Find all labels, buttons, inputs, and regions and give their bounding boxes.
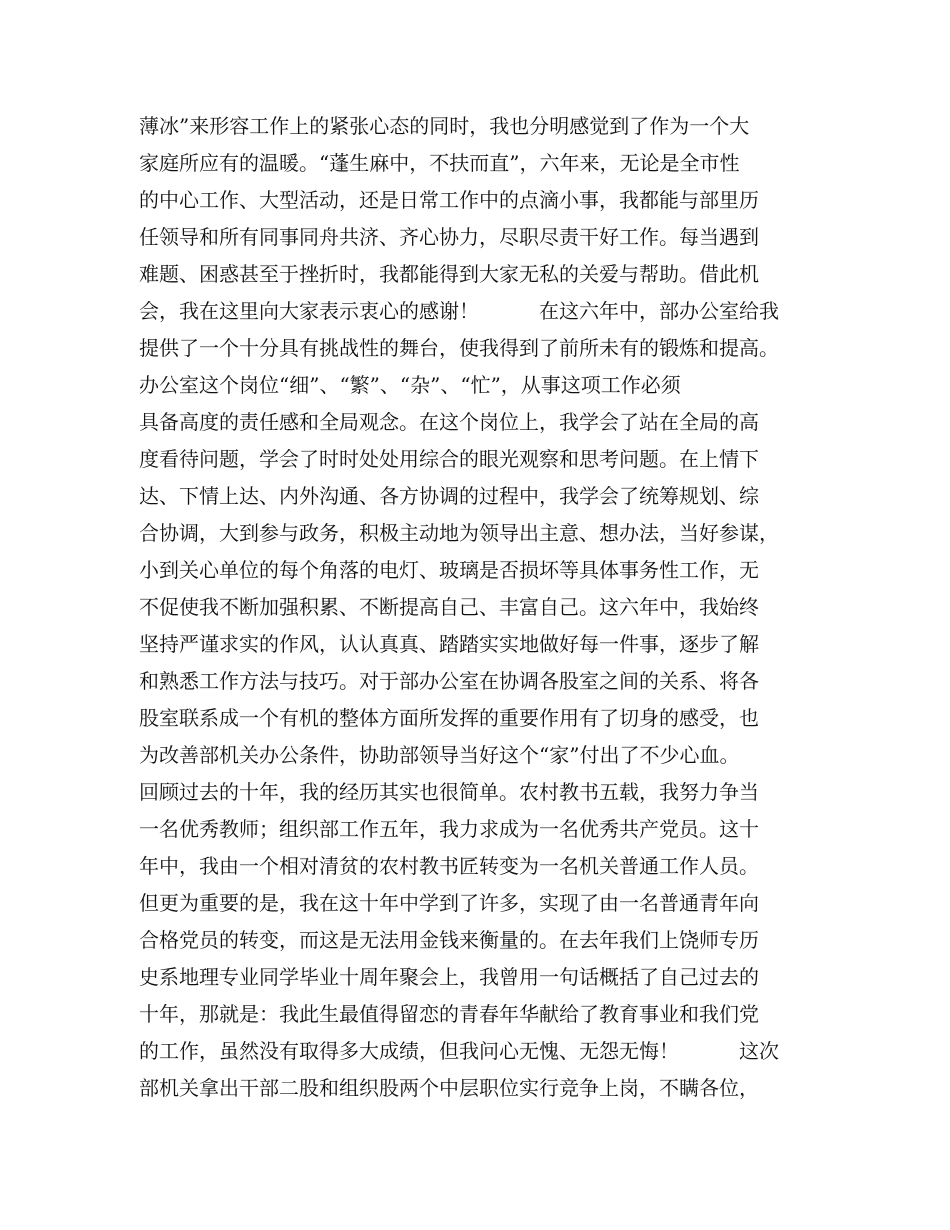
text-line: 提供了一个十分具有挑战性的舞台，使我得到了前所未有的锻炼和提高。: [139, 336, 779, 360]
text-line: 的工作，虽然没有取得多大成绩，但我问心无愧、无怨无悔！ 这次: [139, 1039, 779, 1063]
text-line: 为改善部机关办公条件，协助部领导当好这个“家”付出了不少心血。: [139, 743, 740, 767]
text-line: 股室联系成一个有机的整体方面所发挥的重要作用有了切身的感受，也: [139, 706, 759, 730]
text-line: 回顾过去的十年，我的经历其实也很简单。农村教书五载，我努力争当: [139, 780, 759, 804]
body-text: [139, 108, 819, 1107]
text-line: 十年，那就是：我此生最值得留恋的青春年华献给了教育事业和我们党: [139, 1002, 759, 1026]
text-line: 具备高度的责任感和全局观念。在这个岗位上，我学会了站在全局的高: [139, 410, 759, 434]
text-line: 但更为重要的是，我在这十年中学到了许多，实现了由一名普通青年向: [139, 891, 759, 915]
text-line: 会，我在这里向大家表示衷心的感谢！ 在这六年中，部办公室给我: [139, 299, 779, 323]
text-line: 度看待问题，学会了时时处处用综合的眼光观察和思考问题。在上情下: [139, 447, 759, 471]
text-line: 和熟悉工作方法与技巧。对于部办公室在协调各股室之间的关系、将各: [139, 669, 759, 693]
text-line: 家庭所应有的温暖。“蓬生麻中，不扶而直”，六年来，无论是全市性: [139, 151, 740, 175]
text-line: 史系地理专业同学毕业十周年聚会上，我曾用一句话概括了自己过去的: [139, 965, 759, 989]
text-line: 薄冰”来形容工作上的紧张心态的同时，我也分明感觉到了作为一个大: [139, 114, 750, 138]
text-line: 办公室这个岗位“细”、“繁”、“杂”、“忙”，从事这项工作必须: [139, 373, 681, 397]
text-line: 合格党员的转变，而这是无法用金钱来衡量的。在去年我们上饶师专历: [139, 928, 759, 952]
text-line: 达、下情上达、内外沟通、各方协调的过程中，我学会了统筹规划、综: [139, 484, 759, 508]
text-line: 合协调，大到参与政务，积极主动地为领导出主意、想办法，当好参谋，: [139, 521, 779, 545]
text-line: 坚持严谨求实的作风，认认真真、踏踏实实地做好每一件事，逐步了解: [139, 632, 759, 656]
text-line: 难题、困惑甚至于挫折时，我都能得到大家无私的关爱与帮助。借此机: [139, 262, 759, 286]
text-line: 任领导和所有同事同舟共济、齐心协力，尽职尽责干好工作。每当遇到: [139, 225, 759, 249]
text-line: 年中，我由一个相对清贫的农村教书匠转变为一名机关普通工作人员。: [139, 854, 759, 878]
text-line: 不促使我不断加强积累、不断提高自己、丰富自己。这六年中，我始终: [139, 595, 759, 619]
text-line: 部机关拿出干部二股和组织股两个中层职位实行竞争上岗，不瞒各位，: [139, 1076, 759, 1100]
text-line: 一名优秀教师；组织部工作五年，我力求成为一名优秀共产党员。这十: [139, 817, 759, 841]
text-line: 的中心工作、大型活动，还是日常工作中的点滴小事，我都能与部里历: [139, 188, 759, 212]
text-line: 小到关心单位的每个角落的电灯、玻璃是否损坏等具体事务性工作，无: [139, 558, 759, 582]
